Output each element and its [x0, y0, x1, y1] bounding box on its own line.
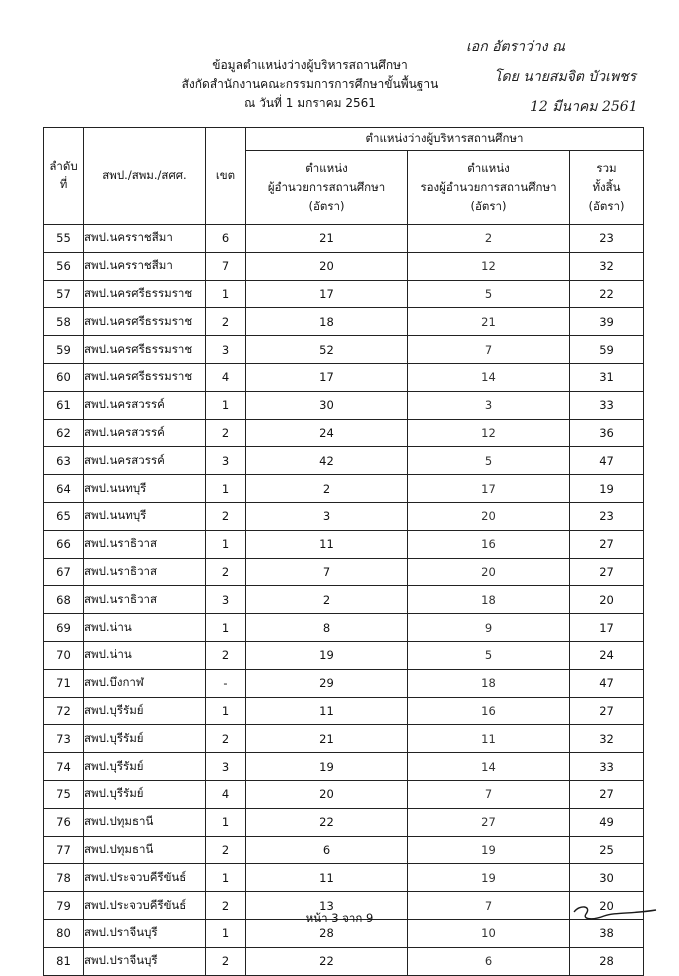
cell-director: 21: [246, 225, 408, 253]
handwritten-note-3: 12 มีนาคม 2561: [530, 99, 638, 115]
cell-no: 63: [44, 447, 84, 475]
cell-total: 30: [570, 864, 644, 892]
cell-no: 60: [44, 363, 84, 391]
col-header-office: สพป./สพม./สศศ.: [84, 128, 206, 225]
cell-zone: 1: [206, 280, 246, 308]
cell-zone: 1: [206, 808, 246, 836]
cell-zone: 7: [206, 252, 246, 280]
cell-no: 70: [44, 641, 84, 669]
cell-no: 76: [44, 808, 84, 836]
cell-director: 52: [246, 336, 408, 364]
cell-deputy: 11: [408, 725, 570, 753]
cell-director: 11: [246, 530, 408, 558]
cell-deputy: 16: [408, 697, 570, 725]
cell-deputy: 6: [408, 947, 570, 975]
table-row: [44, 669, 644, 697]
table-row: [44, 363, 644, 391]
cell-deputy: 20: [408, 502, 570, 530]
cell-deputy: 16: [408, 530, 570, 558]
cell-no: 61: [44, 391, 84, 419]
cell-office: สพป.บึงกาฬ: [84, 669, 206, 697]
cell-deputy: 7: [408, 780, 570, 808]
cell-total: 27: [570, 780, 644, 808]
col-header-zone: เขต: [206, 128, 246, 225]
table-row: [44, 808, 644, 836]
cell-zone: 1: [206, 919, 246, 947]
cell-zone: 2: [206, 641, 246, 669]
cell-director: 17: [246, 280, 408, 308]
cell-zone: 2: [206, 836, 246, 864]
cell-deputy: 19: [408, 864, 570, 892]
title-line-1: ข้อมูลตำแหน่งว่างผู้บริหารสถานศึกษา: [212, 58, 408, 72]
cell-office: สพป.นครราชสีมา: [84, 225, 206, 253]
cell-director: 20: [246, 252, 408, 280]
cell-director: 29: [246, 669, 408, 697]
handwritten-note-1: เอก อัตราว่าง ณ: [466, 39, 565, 55]
cell-director: 22: [246, 947, 408, 975]
cell-deputy: 5: [408, 641, 570, 669]
handwritten-note-2: โดย นายสมจิต บัวเพชร: [494, 69, 637, 85]
cell-director: 18: [246, 308, 408, 336]
cell-total: 33: [570, 391, 644, 419]
table-row: [44, 502, 644, 530]
table-row: [44, 725, 644, 753]
cell-office: สพป.ประจวบคีรีขันธ์: [84, 864, 206, 892]
table-row: [44, 252, 644, 280]
cell-no: 67: [44, 558, 84, 586]
cell-no: 73: [44, 725, 84, 753]
cell-total: 27: [570, 697, 644, 725]
cell-office: สพป.นครศรีธรรมราช: [84, 363, 206, 391]
vacancy-table: [43, 127, 644, 976]
title-line-2: สังกัดสำนักงานคณะกรรมการการศึกษาขั้นพื้นฐาน: [181, 77, 439, 91]
cell-office: สพป.นครสวรรค์: [84, 391, 206, 419]
cell-deputy: 27: [408, 808, 570, 836]
cell-deputy: 10: [408, 919, 570, 947]
cell-zone: 2: [206, 308, 246, 336]
cell-deputy: 18: [408, 586, 570, 614]
cell-total: 33: [570, 753, 644, 781]
cell-total: 31: [570, 363, 644, 391]
table-row: [44, 336, 644, 364]
cell-deputy: 5: [408, 447, 570, 475]
cell-zone: 1: [206, 864, 246, 892]
cell-zone: 3: [206, 447, 246, 475]
cell-director: 24: [246, 419, 408, 447]
cell-deputy: 19: [408, 836, 570, 864]
table-row: [44, 697, 644, 725]
cell-director: 8: [246, 614, 408, 642]
cell-deputy: 7: [408, 336, 570, 364]
cell-total: 59: [570, 336, 644, 364]
cell-zone: -: [206, 669, 246, 697]
table-row: [44, 614, 644, 642]
cell-deputy: 12: [408, 252, 570, 280]
cell-director: 3: [246, 502, 408, 530]
cell-deputy: 9: [408, 614, 570, 642]
cell-director: 28: [246, 919, 408, 947]
cell-office: สพป.นครราชสีมา: [84, 252, 206, 280]
cell-zone: 2: [206, 502, 246, 530]
cell-zone: 1: [206, 391, 246, 419]
cell-zone: 3: [206, 336, 246, 364]
cell-no: 74: [44, 753, 84, 781]
cell-no: 64: [44, 475, 84, 503]
col-header-no: ลำดับ ที่: [44, 128, 84, 225]
cell-office: สพป.ปทุมธานี: [84, 808, 206, 836]
cell-director: 30: [246, 391, 408, 419]
table-row: [44, 586, 644, 614]
cell-total: 27: [570, 558, 644, 586]
cell-office: สพป.นครสวรรค์: [84, 419, 206, 447]
cell-deputy: 14: [408, 363, 570, 391]
cell-office: สพป.บุรีรัมย์: [84, 780, 206, 808]
table-row: [44, 308, 644, 336]
col-header-total: รวม ทั้งสิ้น (อัตรา): [570, 151, 644, 225]
cell-deputy: 17: [408, 475, 570, 503]
cell-total: 32: [570, 252, 644, 280]
cell-deputy: 14: [408, 753, 570, 781]
cell-zone: 2: [206, 892, 246, 920]
table-row: [44, 530, 644, 558]
cell-total: 47: [570, 447, 644, 475]
table-row: [44, 947, 644, 975]
cell-no: 77: [44, 836, 84, 864]
cell-total: 32: [570, 725, 644, 753]
table-row: [44, 280, 644, 308]
signature-mark: [570, 898, 660, 928]
table-row: [44, 558, 644, 586]
cell-total: 23: [570, 225, 644, 253]
cell-zone: 1: [206, 530, 246, 558]
cell-total: 20: [570, 586, 644, 614]
cell-office: สพป.นราธิวาส: [84, 558, 206, 586]
cell-total: 24: [570, 641, 644, 669]
table-row: [44, 836, 644, 864]
table-row: [44, 447, 644, 475]
cell-no: 72: [44, 697, 84, 725]
cell-zone: 1: [206, 697, 246, 725]
cell-total: 47: [570, 669, 644, 697]
table-row: [44, 419, 644, 447]
cell-total: 19: [570, 475, 644, 503]
cell-zone: 2: [206, 419, 246, 447]
cell-director: 42: [246, 447, 408, 475]
cell-director: 22: [246, 808, 408, 836]
cell-director: 2: [246, 586, 408, 614]
cell-no: 69: [44, 614, 84, 642]
cell-no: 71: [44, 669, 84, 697]
cell-office: สพป.ปราจีนบุรี: [84, 947, 206, 975]
cell-director: 17: [246, 363, 408, 391]
cell-zone: 2: [206, 947, 246, 975]
cell-no: 79: [44, 892, 84, 920]
col-header-director: ตำแหน่ง ผู้อำนวยการสถานศึกษา (อัตรา): [246, 151, 408, 225]
cell-director: 11: [246, 697, 408, 725]
cell-no: 59: [44, 336, 84, 364]
cell-deputy: 18: [408, 669, 570, 697]
cell-no: 58: [44, 308, 84, 336]
cell-zone: 3: [206, 586, 246, 614]
cell-director: 20: [246, 780, 408, 808]
cell-director: 2: [246, 475, 408, 503]
page-number: หน้า 3 จาก 9: [305, 911, 374, 925]
cell-no: 55: [44, 225, 84, 253]
cell-no: 81: [44, 947, 84, 975]
cell-director: 19: [246, 641, 408, 669]
cell-office: สพป.นนทบุรี: [84, 502, 206, 530]
cell-office: สพป.บุรีรัมย์: [84, 697, 206, 725]
cell-total: 28: [570, 947, 644, 975]
table-body: [44, 225, 644, 976]
cell-total: 36: [570, 419, 644, 447]
cell-director: 19: [246, 753, 408, 781]
cell-office: สพป.นราธิวาส: [84, 530, 206, 558]
cell-deputy: 20: [408, 558, 570, 586]
table-row: [44, 225, 644, 253]
cell-deputy: 21: [408, 308, 570, 336]
cell-zone: 4: [206, 363, 246, 391]
cell-deputy: 12: [408, 419, 570, 447]
cell-deputy: 7: [408, 892, 570, 920]
col-header-deputy: ตำแหน่ง รองผู้อำนวยการสถานศึกษา (อัตรา): [408, 151, 570, 225]
cell-no: 62: [44, 419, 84, 447]
cell-director: 13: [246, 892, 408, 920]
cell-office: สพป.น่าน: [84, 641, 206, 669]
cell-total: 49: [570, 808, 644, 836]
cell-zone: 1: [206, 614, 246, 642]
cell-director: 11: [246, 864, 408, 892]
cell-total: 27: [570, 530, 644, 558]
cell-total: 38: [570, 919, 644, 947]
cell-no: 66: [44, 530, 84, 558]
cell-director: 7: [246, 558, 408, 586]
cell-office: สพป.นครศรีธรรมราช: [84, 280, 206, 308]
cell-director: 6: [246, 836, 408, 864]
cell-director: 21: [246, 725, 408, 753]
cell-office: สพป.ปราจีนบุรี: [84, 919, 206, 947]
cell-office: สพป.นนทบุรี: [84, 475, 206, 503]
cell-no: 80: [44, 919, 84, 947]
cell-total: 25: [570, 836, 644, 864]
cell-office: สพป.นครสวรรค์: [84, 447, 206, 475]
cell-total: 22: [570, 280, 644, 308]
col-header-group: ตำแหน่งว่างผู้บริหารสถานศึกษา: [246, 128, 644, 151]
table-row: [44, 864, 644, 892]
title-line-3: ณ วันที่ 1 มกราคม 2561: [244, 96, 376, 110]
cell-zone: 6: [206, 225, 246, 253]
cell-office: สพป.นครศรีธรรมราช: [84, 336, 206, 364]
cell-no: 75: [44, 780, 84, 808]
cell-office: สพป.บุรีรัมย์: [84, 725, 206, 753]
table-row: [44, 475, 644, 503]
cell-total: 23: [570, 502, 644, 530]
cell-no: 57: [44, 280, 84, 308]
cell-no: 65: [44, 502, 84, 530]
cell-no: 68: [44, 586, 84, 614]
cell-office: สพป.ประจวบคีรีขันธ์: [84, 892, 206, 920]
cell-no: 78: [44, 864, 84, 892]
cell-office: สพป.ปทุมธานี: [84, 836, 206, 864]
cell-deputy: 3: [408, 391, 570, 419]
cell-zone: 3: [206, 753, 246, 781]
cell-office: สพป.บุรีรัมย์: [84, 753, 206, 781]
cell-office: สพป.น่าน: [84, 614, 206, 642]
cell-zone: 1: [206, 475, 246, 503]
cell-zone: 4: [206, 780, 246, 808]
cell-zone: 2: [206, 725, 246, 753]
cell-zone: 2: [206, 558, 246, 586]
cell-office: สพป.นราธิวาส: [84, 586, 206, 614]
cell-total: 20: [570, 892, 644, 920]
cell-total: 17: [570, 614, 644, 642]
cell-deputy: 2: [408, 225, 570, 253]
cell-no: 56: [44, 252, 84, 280]
document-title: [150, 56, 470, 113]
table-row: [44, 753, 644, 781]
table-row: [44, 391, 644, 419]
cell-total: 39: [570, 308, 644, 336]
table-row: [44, 780, 644, 808]
table-row: [44, 641, 644, 669]
cell-office: สพป.นครศรีธรรมราช: [84, 308, 206, 336]
cell-deputy: 5: [408, 280, 570, 308]
